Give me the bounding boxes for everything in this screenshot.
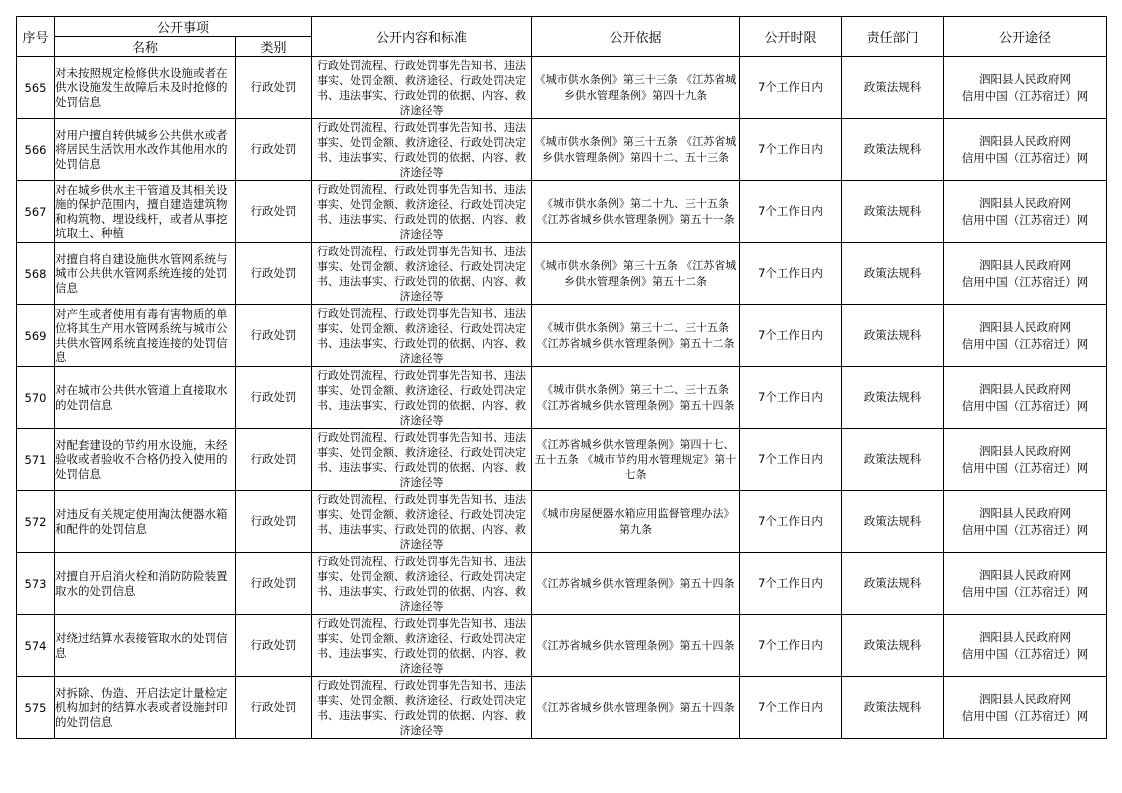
row-department: 政策法规科 (842, 181, 944, 243)
row-name: 对绕过结算水表接管取水的处罚信息 (55, 615, 236, 677)
row-department: 政策法规科 (842, 615, 944, 677)
row-basis (532, 491, 740, 553)
row-route (944, 367, 1107, 429)
row-route (944, 243, 1107, 305)
header-time-limit: 公开时限 (740, 17, 842, 57)
row-route (944, 429, 1107, 491)
route-credit-china: 信用中国（江苏宿迁）网 (961, 522, 1089, 537)
row-category: 行政处罚 (236, 57, 312, 119)
table-row (17, 57, 1107, 119)
header-seq: 序号 (17, 17, 55, 57)
row-name: 对擅自将自建设施供水管网系统与城市公共供水管网系统连接的处罚信息 (55, 243, 236, 305)
header-matter-group: 公开事项 (55, 17, 312, 37)
row-seq: 572 (17, 491, 55, 553)
route-gov-site: 泗阳县人民政府网 (979, 195, 1072, 210)
row-name: 对未按照规定检修供水设施或者在供水设施发生故障后未及时抢修的处罚信息 (55, 57, 236, 119)
route-credit-china: 信用中国（江苏宿迁）网 (961, 212, 1089, 227)
row-time-limit: 7个工作日内 (740, 677, 842, 739)
row-content-text: 行政处罚流程、行政处罚事先告知书、违法事实、处罚金额、救济途径、行政处罚决定书、违法事实、行政处罚的依据、内容、救济途径等 (317, 616, 527, 676)
row-category: 行政处罚 (236, 429, 312, 491)
table-row (17, 553, 1107, 615)
header-route: 公开途径 (944, 17, 1107, 57)
row-content-text: 行政处罚流程、行政处罚事先告知书、违法事实、处罚金额、救济途径、行政处罚决定书、违法事实、行政处罚的依据、内容、救济途径等 (317, 678, 527, 738)
row-route (944, 615, 1107, 677)
row-department: 政策法规科 (842, 243, 944, 305)
route-gov-site: 泗阳县人民政府网 (979, 567, 1072, 582)
route-credit-china: 信用中国（江苏宿迁）网 (961, 460, 1089, 475)
table-row (17, 491, 1107, 553)
row-content-text: 行政处罚流程、行政处罚事先告知书、违法事实、处罚金额、救济途径、行政处罚决定书、违法事实、行政处罚的依据、内容、救济途径等 (317, 492, 527, 552)
route-credit-china: 信用中国（江苏宿迁）网 (961, 336, 1089, 351)
row-basis-text: 《城市供水条例》第三十二、三十五条 《江苏省城乡供水管理条例》第五十四条 (536, 383, 735, 412)
header-name: 名称 (55, 37, 236, 57)
header-category: 类别 (236, 37, 312, 57)
row-time-limit: 7个工作日内 (740, 243, 842, 305)
table-row (17, 119, 1107, 181)
row-basis-text: 《城市供水条例》第三十五条 《江苏省城乡供水管理条例》第五十二条 (534, 259, 737, 288)
row-category: 行政处罚 (236, 119, 312, 181)
row-name: 对用户擅自转供城乡公共供水或者将居民生活饮用水改作其他用水的处罚信息 (55, 119, 236, 181)
row-time-limit: 7个工作日内 (740, 367, 842, 429)
row-department: 政策法规科 (842, 677, 944, 739)
row-department: 政策法规科 (842, 119, 944, 181)
disclosure-table (16, 16, 1107, 739)
table-header (17, 17, 1107, 57)
route-gov-site: 泗阳县人民政府网 (979, 71, 1072, 86)
route-credit-china: 信用中国（江苏宿迁）网 (961, 274, 1089, 289)
row-route (944, 57, 1107, 119)
row-content (312, 181, 532, 243)
table-row (17, 305, 1107, 367)
row-basis (532, 181, 740, 243)
route-credit-china: 信用中国（江苏宿迁）网 (961, 646, 1089, 661)
row-name: 对在城市公共供水管道上直接取水的处罚信息 (55, 367, 236, 429)
row-category: 行政处罚 (236, 243, 312, 305)
row-name: 对违反有关规定使用淘汰便器水箱和配件的处罚信息 (55, 491, 236, 553)
row-route (944, 181, 1107, 243)
row-basis-text: 《江苏省城乡供水管理条例》第五十四条 (536, 638, 735, 652)
route-gov-site: 泗阳县人民政府网 (979, 381, 1072, 396)
row-content (312, 367, 532, 429)
row-seq: 573 (17, 553, 55, 615)
row-time-limit: 7个工作日内 (740, 57, 842, 119)
row-department: 政策法规科 (842, 367, 944, 429)
header-content: 公开内容和标准 (312, 17, 532, 57)
row-basis (532, 305, 740, 367)
row-content (312, 491, 532, 553)
row-basis (532, 57, 740, 119)
row-category: 行政处罚 (236, 367, 312, 429)
row-basis-text: 《城市房屋便器水箱应用监督管理办法》第九条 (536, 507, 735, 536)
row-name: 对拆除、伪造、开启法定计量检定机构加封的结算水表或者设施封印的处罚信息 (55, 677, 236, 739)
row-basis (532, 553, 740, 615)
route-credit-china: 信用中国（江苏宿迁）网 (961, 584, 1089, 599)
route-credit-china: 信用中国（江苏宿迁）网 (961, 150, 1089, 165)
row-basis-text: 《江苏省城乡供水管理条例》第四十七、五十五条 《城市节约用水管理规定》第十七条 (534, 437, 737, 482)
row-category: 行政处罚 (236, 615, 312, 677)
row-basis (532, 367, 740, 429)
route-gov-site: 泗阳县人民政府网 (979, 505, 1072, 520)
row-content-text: 行政处罚流程、行政处罚事先告知书、违法事实、处罚金额、救济途径、行政处罚决定书、违法事实、行政处罚的依据、内容、救济途径等 (317, 58, 527, 118)
row-name (55, 181, 236, 243)
row-seq: 575 (17, 677, 55, 739)
route-credit-china: 信用中国（江苏宿迁）网 (961, 708, 1089, 723)
row-department: 政策法规科 (842, 57, 944, 119)
row-time-limit: 7个工作日内 (740, 491, 842, 553)
table-row (17, 243, 1107, 305)
row-department: 政策法规科 (842, 305, 944, 367)
row-route (944, 491, 1107, 553)
row-name: 对配套建设的节约用水设施，未经验收或者验收不合格仍投入使用的处罚信息 (55, 429, 236, 491)
row-route (944, 119, 1107, 181)
header-basis: 公开依据 (532, 17, 740, 57)
row-time-limit: 7个工作日内 (740, 305, 842, 367)
row-name-text: 对在城乡供水主干管道及其相关设施的保护范围内，擅自建造建筑物和构筑物、埋设线杆，或者从事挖坑取土、种植 (55, 182, 228, 240)
row-name: 对产生或者使用有毒有害物质的单位将其生产用水管网系统与城市公共供水管网系统直接连接的处罚信息 (55, 305, 236, 367)
header-department: 责任部门 (842, 17, 944, 57)
row-name: 对擅自开启消火栓和消防防险装置取水的处罚信息 (55, 553, 236, 615)
row-basis-text: 《城市供水条例》第二十九、三十五条 《江苏省城乡供水管理条例》第五十一条 (536, 197, 735, 226)
row-content (312, 429, 532, 491)
row-department: 政策法规科 (842, 429, 944, 491)
table-row (17, 429, 1107, 491)
route-gov-site: 泗阳县人民政府网 (979, 133, 1072, 148)
row-basis-text: 《江苏省城乡供水管理条例》第五十四条 (536, 700, 735, 714)
row-content (312, 615, 532, 677)
route-gov-site: 泗阳县人民政府网 (979, 443, 1072, 458)
row-seq: 567 (17, 181, 55, 243)
row-content (312, 119, 532, 181)
row-content (312, 677, 532, 739)
route-gov-site: 泗阳县人民政府网 (979, 691, 1072, 706)
row-category: 行政处罚 (236, 553, 312, 615)
table-body (17, 57, 1107, 739)
row-time-limit: 7个工作日内 (740, 429, 842, 491)
table-row (17, 615, 1107, 677)
row-department: 政策法规科 (842, 491, 944, 553)
row-category: 行政处罚 (236, 305, 312, 367)
row-content-text: 行政处罚流程、行政处罚事先告知书、违法事实、处罚金额、救济途径、行政处罚决定书、违法事实、行政处罚的依据、内容、救济途径等 (317, 120, 527, 180)
route-credit-china: 信用中国（江苏宿迁）网 (961, 88, 1089, 103)
row-basis (532, 615, 740, 677)
row-seq: 568 (17, 243, 55, 305)
route-gov-site: 泗阳县人民政府网 (979, 629, 1072, 644)
row-seq: 565 (17, 57, 55, 119)
table-row (17, 677, 1107, 739)
row-basis (532, 119, 740, 181)
row-basis-text: 《城市供水条例》第三十三条 《江苏省城乡供水管理条例》第四十九条 (534, 73, 737, 102)
row-seq: 569 (17, 305, 55, 367)
table-row (17, 367, 1107, 429)
row-basis (532, 243, 740, 305)
row-seq: 570 (17, 367, 55, 429)
row-route (944, 677, 1107, 739)
row-content (312, 553, 532, 615)
row-basis-text: 《江苏省城乡供水管理条例》第五十四条 (536, 576, 735, 590)
row-content (312, 57, 532, 119)
row-basis (532, 429, 740, 491)
row-time-limit: 7个工作日内 (740, 615, 842, 677)
row-seq: 566 (17, 119, 55, 181)
row-content (312, 243, 532, 305)
row-content (312, 305, 532, 367)
row-content-text: 行政处罚流程、行政处罚事先告知书、违法事实、处罚金额、救济途径、行政处罚决定书、违法事实、行政处罚的依据、内容、救济途径等 (317, 306, 527, 366)
row-department: 政策法规科 (842, 553, 944, 615)
route-gov-site: 泗阳县人民政府网 (979, 319, 1072, 334)
row-category: 行政处罚 (236, 181, 312, 243)
row-content-text: 行政处罚流程、行政处罚事先告知书、违法事实、处罚金额、救济途径、行政处罚决定书、违法事实、行政处罚的依据、内容、救济途径等 (317, 554, 527, 614)
row-seq: 571 (17, 429, 55, 491)
row-category: 行政处罚 (236, 677, 312, 739)
row-content-text: 行政处罚流程、行政处罚事先告知书、违法事实、处罚金额、救济途径、行政处罚决定书、违法事实、行政处罚的依据、内容、救济途径等 (317, 182, 527, 242)
route-gov-site: 泗阳县人民政府网 (979, 257, 1072, 272)
row-time-limit: 7个工作日内 (740, 553, 842, 615)
row-category: 行政处罚 (236, 491, 312, 553)
row-basis (532, 677, 740, 739)
row-content-text: 行政处罚流程、行政处罚事先告知书、违法事实、处罚金额、救济途径、行政处罚决定书、违法事实、行政处罚的依据、内容、救济途径等 (317, 244, 527, 304)
row-content-text: 行政处罚流程、行政处罚事先告知书、违法事实、处罚金额、救济途径、行政处罚决定书、违法事实、行政处罚的依据、内容、救济途径等 (317, 430, 527, 490)
row-basis-text: 《城市供水条例》第三十五条 《江苏省城乡供水管理条例》第四十二、五十三条 (534, 135, 737, 164)
row-route (944, 553, 1107, 615)
route-credit-china: 信用中国（江苏宿迁）网 (961, 398, 1089, 413)
row-seq: 574 (17, 615, 55, 677)
row-time-limit: 7个工作日内 (740, 181, 842, 243)
row-route (944, 305, 1107, 367)
row-basis-text: 《城市供水条例》第三十二、三十五条 《江苏省城乡供水管理条例》第五十二条 (536, 321, 735, 350)
row-content-text: 行政处罚流程、行政处罚事先告知书、违法事实、处罚金额、救济途径、行政处罚决定书、违法事实、行政处罚的依据、内容、救济途径等 (317, 368, 527, 428)
table-row (17, 181, 1107, 243)
row-time-limit: 7个工作日内 (740, 119, 842, 181)
